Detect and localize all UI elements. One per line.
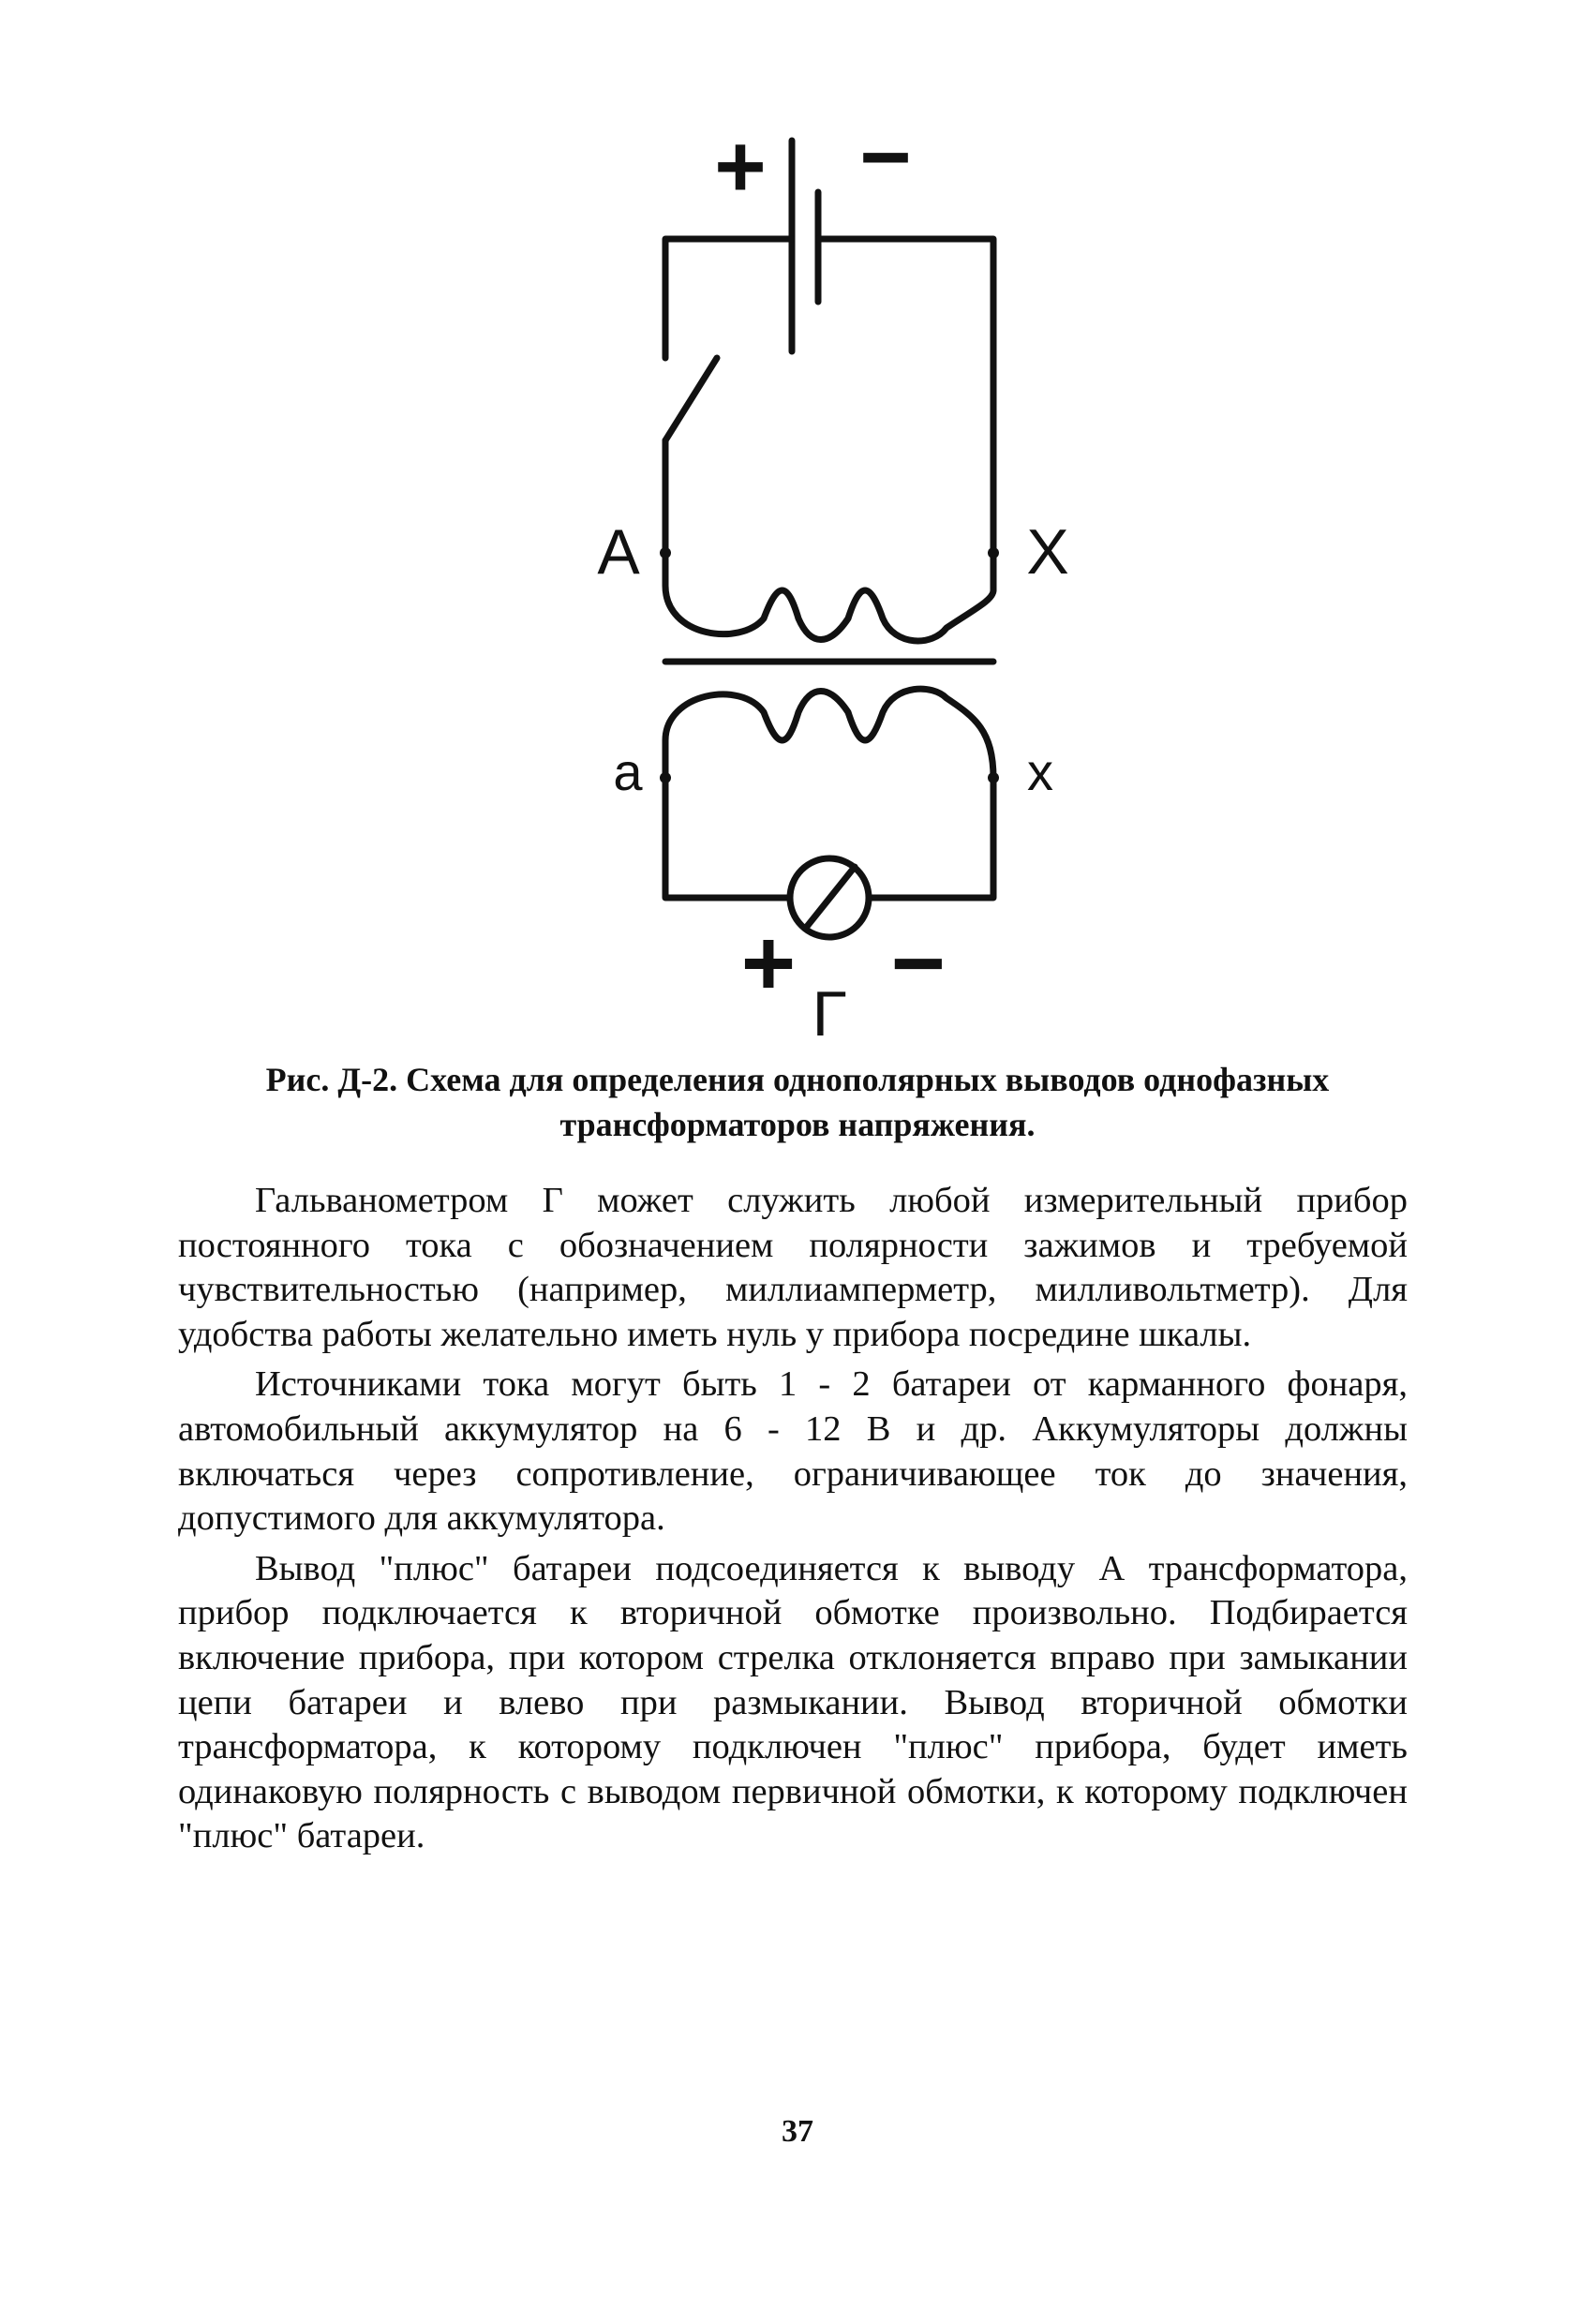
figure-caption [150, 1057, 1445, 1147]
figure-caption-line-1: Рис. Д-2. Схема для определения однополярных выводов однофазных [265, 1061, 1330, 1098]
page-number: 37 [782, 2114, 813, 2149]
paragraph-procedure: Вывод "плюс" батареи подсоединяется к выводу А трансформатора, прибор подключается к вторичной обмотке произвольно. Подбирается включение прибора, при котором стрелка отклоняется вправо при замыкании цепи батареи и влево при размыкании. Вывод вторичной обмотки трансформатора, к которому подключен "плюс" прибора, будет иметь одинаковую полярность с выводом первичной обмотки, к которому подключен "плюс" батареи. [178, 1548, 1408, 1856]
paragraph-galvanometer: Гальванометром Г может служить любой измерительный прибор постоянного тока с обозначением полярности зажимов и требуемой чувствительностью (например, миллиамперметр, милливольтметр). Для удобства работы желательно иметь нуль у прибора посредине шкалы. [178, 1181, 1408, 1354]
paragraph-current-sources: Источниками тока могут быть 1 - 2 батареи от карманного фонаря, автомобильный аккумулятор на 6 - 12 В и др. Аккумуляторы должны включаться через сопротивление, ограничивающее ток до значения, допустимого для аккумулятора. [178, 1364, 1408, 1539]
primary-circuit-wire-right [818, 239, 993, 590]
battery-symbol [792, 141, 818, 351]
body-text [178, 1179, 1408, 1865]
battery-minus-label: − [859, 108, 912, 207]
terminal-x-label: x [1027, 742, 1053, 801]
galvanometer-minus-label: − [890, 911, 947, 1016]
terminal-A-dot [660, 547, 671, 559]
primary-circuit-wire [665, 239, 792, 358]
terminal-A-label: A [597, 516, 640, 588]
switch-blade [665, 358, 717, 440]
terminal-a-label: a [613, 742, 643, 801]
figure-caption-line-2: трансформаторов напряжения. [559, 1106, 1036, 1143]
battery-plus-label: + [714, 117, 767, 216]
transformer-polarity-circuit-diagram [0, 0, 1595, 1050]
galvanometer-name-label: Г [812, 978, 847, 1050]
secondary-circuit-wire-left [665, 778, 787, 898]
primary-winding [665, 553, 993, 641]
terminal-X-dot [988, 547, 999, 559]
terminal-X-label: X [1026, 516, 1069, 588]
secondary-circuit-wire-right [872, 778, 993, 898]
galvanometer-plus-label: + [740, 911, 797, 1016]
secondary-winding [665, 689, 993, 778]
galvanometer-symbol [790, 858, 869, 937]
